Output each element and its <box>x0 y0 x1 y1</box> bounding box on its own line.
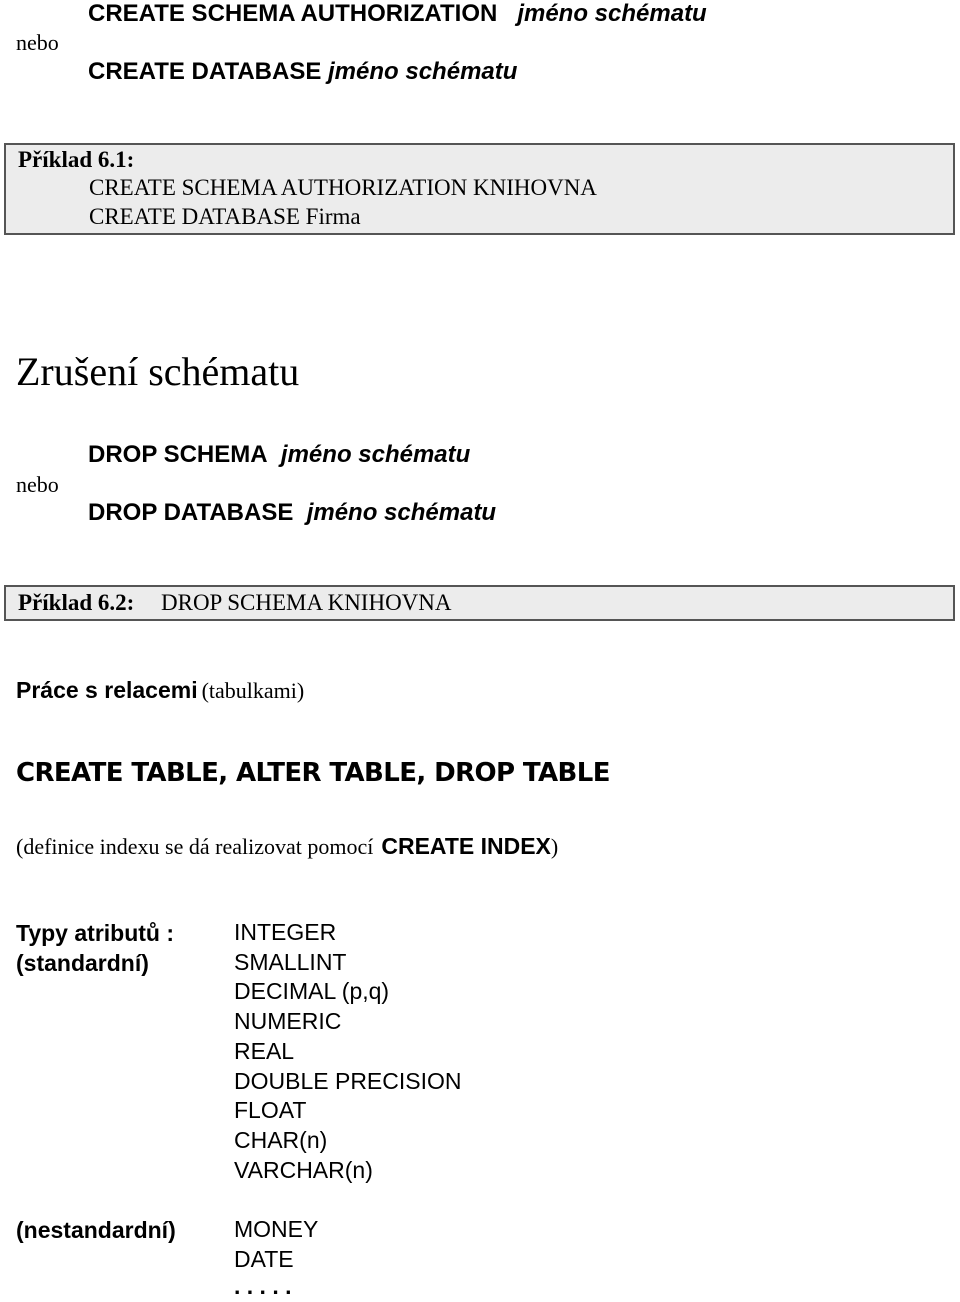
create-schema-syntax <box>88 0 707 28</box>
or-label: nebo <box>16 472 59 497</box>
create-index-keyword: CREATE INDEX <box>381 833 551 859</box>
drop-schema-syntax <box>88 441 470 469</box>
drop-database-keyword: DROP DATABASE <box>88 499 294 526</box>
ellipsis: . . . . . <box>234 1273 292 1300</box>
create-database-syntax <box>88 58 517 86</box>
type-item: SMALLINT <box>234 948 347 975</box>
type-item: REAL <box>234 1037 295 1064</box>
type-item: NUMERIC <box>234 1008 342 1035</box>
example-6-1-line1: CREATE SCHEMA AUTHORIZATION KNIHOVNA <box>89 175 597 200</box>
type-item: DATE <box>234 1245 294 1272</box>
type-item: FLOAT <box>234 1097 307 1124</box>
type-item: DOUBLE PRECISION <box>234 1067 462 1094</box>
or-label: nebo <box>16 30 59 55</box>
type-item: INTEGER <box>234 919 337 945</box>
type-item: CHAR(n) <box>234 1126 328 1153</box>
create-database-keyword: CREATE DATABASE <box>88 58 322 85</box>
create-schema-keyword: CREATE SCHEMA AUTHORIZATION <box>88 0 498 27</box>
example-6-1-box <box>4 143 955 235</box>
relations-title-rest: (tabulkami) <box>201 678 305 703</box>
section-heading: Zrušení schématu <box>16 349 300 394</box>
nonstandard-types-label: (nestandardní) <box>16 1217 176 1243</box>
type-item: MONEY <box>234 1216 319 1242</box>
schema-name-placeholder: jméno schématu <box>280 441 471 468</box>
nonstandard-types-list <box>234 1215 318 1298</box>
drop-database-syntax <box>88 499 496 527</box>
index-note-suffix: ) <box>550 834 559 859</box>
schema-name-placeholder: jméno schématu <box>328 58 518 85</box>
type-item: VARCHAR(n) <box>234 1156 373 1183</box>
example-6-2-text: DROP SCHEMA KNIHOVNA <box>161 590 452 615</box>
example-6-1-label: Příklad 6.1: <box>18 147 135 172</box>
standard-types-list <box>234 918 462 1185</box>
drop-schema-keyword: DROP SCHEMA <box>88 441 268 468</box>
example-6-2-box <box>4 585 955 621</box>
table-commands: CREATE TABLE, ALTER TABLE, DROP TABLE <box>16 758 610 788</box>
schema-name-placeholder: jméno schématu <box>306 499 497 526</box>
relations-title-bold: Práce s relacemi <box>16 677 198 703</box>
standard-types-label: (standardní) <box>16 950 149 976</box>
type-item: DECIMAL (p,q) <box>234 978 390 1005</box>
schema-name-placeholder: jméno schématu <box>517 0 707 27</box>
types-label: Typy atributů : <box>16 920 175 946</box>
example-6-2-label: Příklad 6.2: <box>18 590 135 615</box>
example-6-1-line2: CREATE DATABASE Firma <box>89 204 361 229</box>
index-note <box>16 833 558 860</box>
relations-title <box>16 677 304 704</box>
index-note-prefix: (definice indexu se dá realizovat pomocí <box>16 834 374 859</box>
